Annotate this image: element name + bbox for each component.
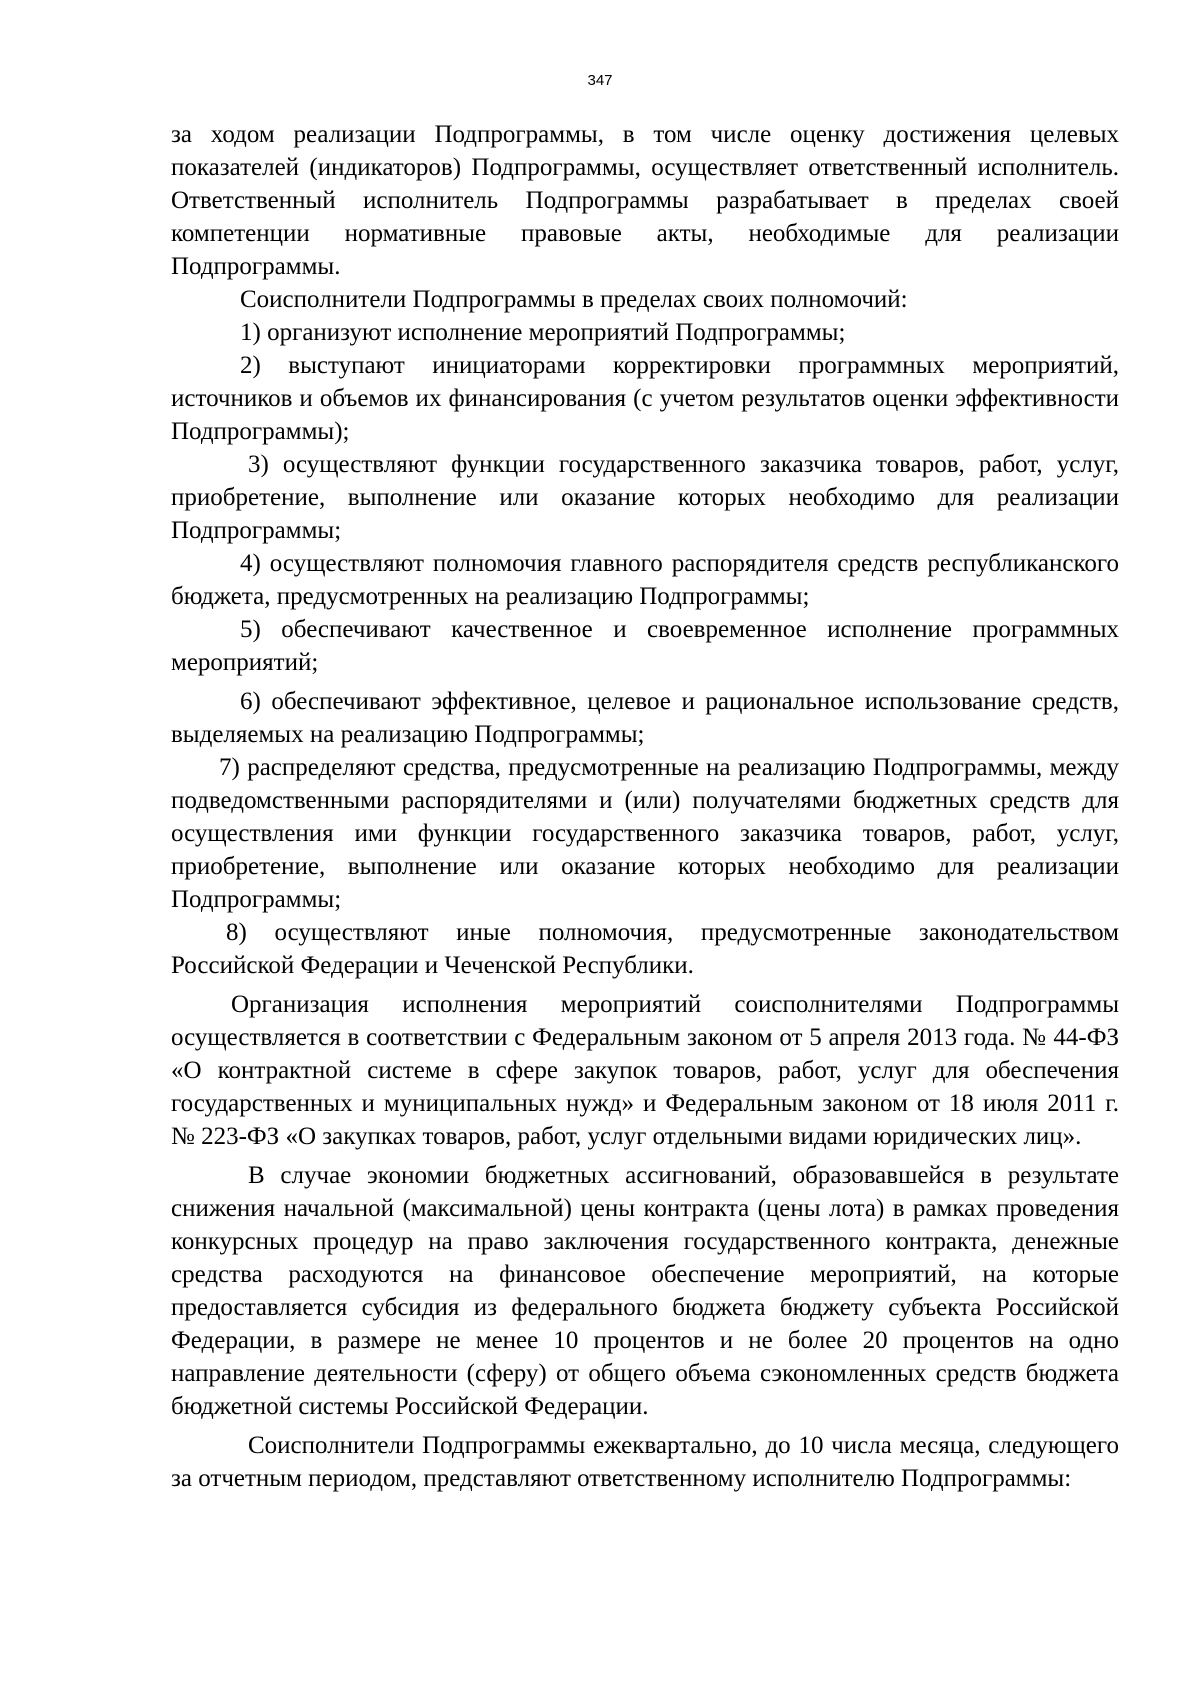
list-item-1: 1) организуют исполнение мероприятий Подпрограммы; (240, 319, 846, 346)
list-item-4: 4) осуществляют полномочия главного распорядителя средств республиканского бюджета, предусмотренных на реализацию Подпрограммы; (171, 550, 1119, 610)
list-item-6: 6) обеспечивают эффективное, целевое и рациональное использование средств, выделяемых на реализацию Подпрограммы; (171, 688, 1119, 748)
paragraph-coexecutors-intro: Соисполнители Подпрограммы в пределах своих полномочий: (240, 286, 908, 313)
list-item-5: 5) обеспечивают качественное и своевременное исполнение программных мероприятий; (171, 616, 1119, 676)
list-item-3: 3) осуществляют функции государственного заказчика товаров, работ, услуг, приобретение, выполнение или оказание которых необходимо для реализации Подпрограммы; (171, 451, 1119, 544)
paragraph-organization: Организация исполнения мероприятий соисполнителями Подпрограммы осуществляется в соответствии с Федеральным законом от 5 апреля 2013 года. № 44-ФЗ «О контрактной системе в сфере закупок товаров, работ, услуг для обеспечения государственных и муниципальных нужд» и Федеральным законом от 18 июля 2011 г. № 223-ФЗ «О закупках товаров, работ, услуг отдельными видами юридических лиц». (171, 991, 1119, 1150)
paragraph-quarterly-reports: Соисполнители Подпрограммы ежеквартально, до 10 числа месяца, следующего за отчетным периодом, представляют ответственному исполнителю Подпрограммы: (171, 1432, 1119, 1492)
page-number: 347 (587, 72, 613, 89)
list-item-2: 2) выступают инициаторами корректировки программных мероприятий, источников и объемов их финансирования (с учетом результатов оценки эффективности Подпрограммы); (171, 352, 1119, 445)
paragraph-continuation: за ходом реализации Подпрограммы, в том числе оценку достижения целевых показателей (индикаторов) Подпрограммы, осуществляет ответственный исполнитель. Ответственный исполнитель Подпрограммы разрабатывает в пределах своей компетенции нормативные правовые акты, необходимые для реализации Подпрограммы. (171, 121, 1119, 280)
list-item-8: 8) осуществляют иные полномочия, предусмотренные законодательством Российской Федерации и Чеченской Республики. (171, 919, 1119, 979)
document-body (171, 118, 1119, 1495)
list-item-7: 7) распределяют средства, предусмотренные на реализацию Подпрограммы, между подведомственными распорядителями и (или) получателями бюджетных средств для осуществления ими функции государственного заказчика товаров, работ, услуг, приобретение, выполнение или оказание которых необходимо для реализации Подпрограммы; (171, 754, 1119, 913)
paragraph-budget-savings: В случае экономии бюджетных ассигнований, образовавшейся в результате снижения начальной (максимальной) цены контракта (цены лота) в рамках проведения конкурсных процедур на право заключения государственного контракта, денежные средства расходуются на финансовое обеспечение мероприятий, на которые предоставляется субсидия из федерального бюджета бюджету субъекта Российской Федерации, в размере не менее 10 процентов и не более 20 процентов на одно направление деятельности (сферу) от общего объема сэкономленных средств бюджета бюджетной системы Российской Федерации. (171, 1162, 1119, 1420)
